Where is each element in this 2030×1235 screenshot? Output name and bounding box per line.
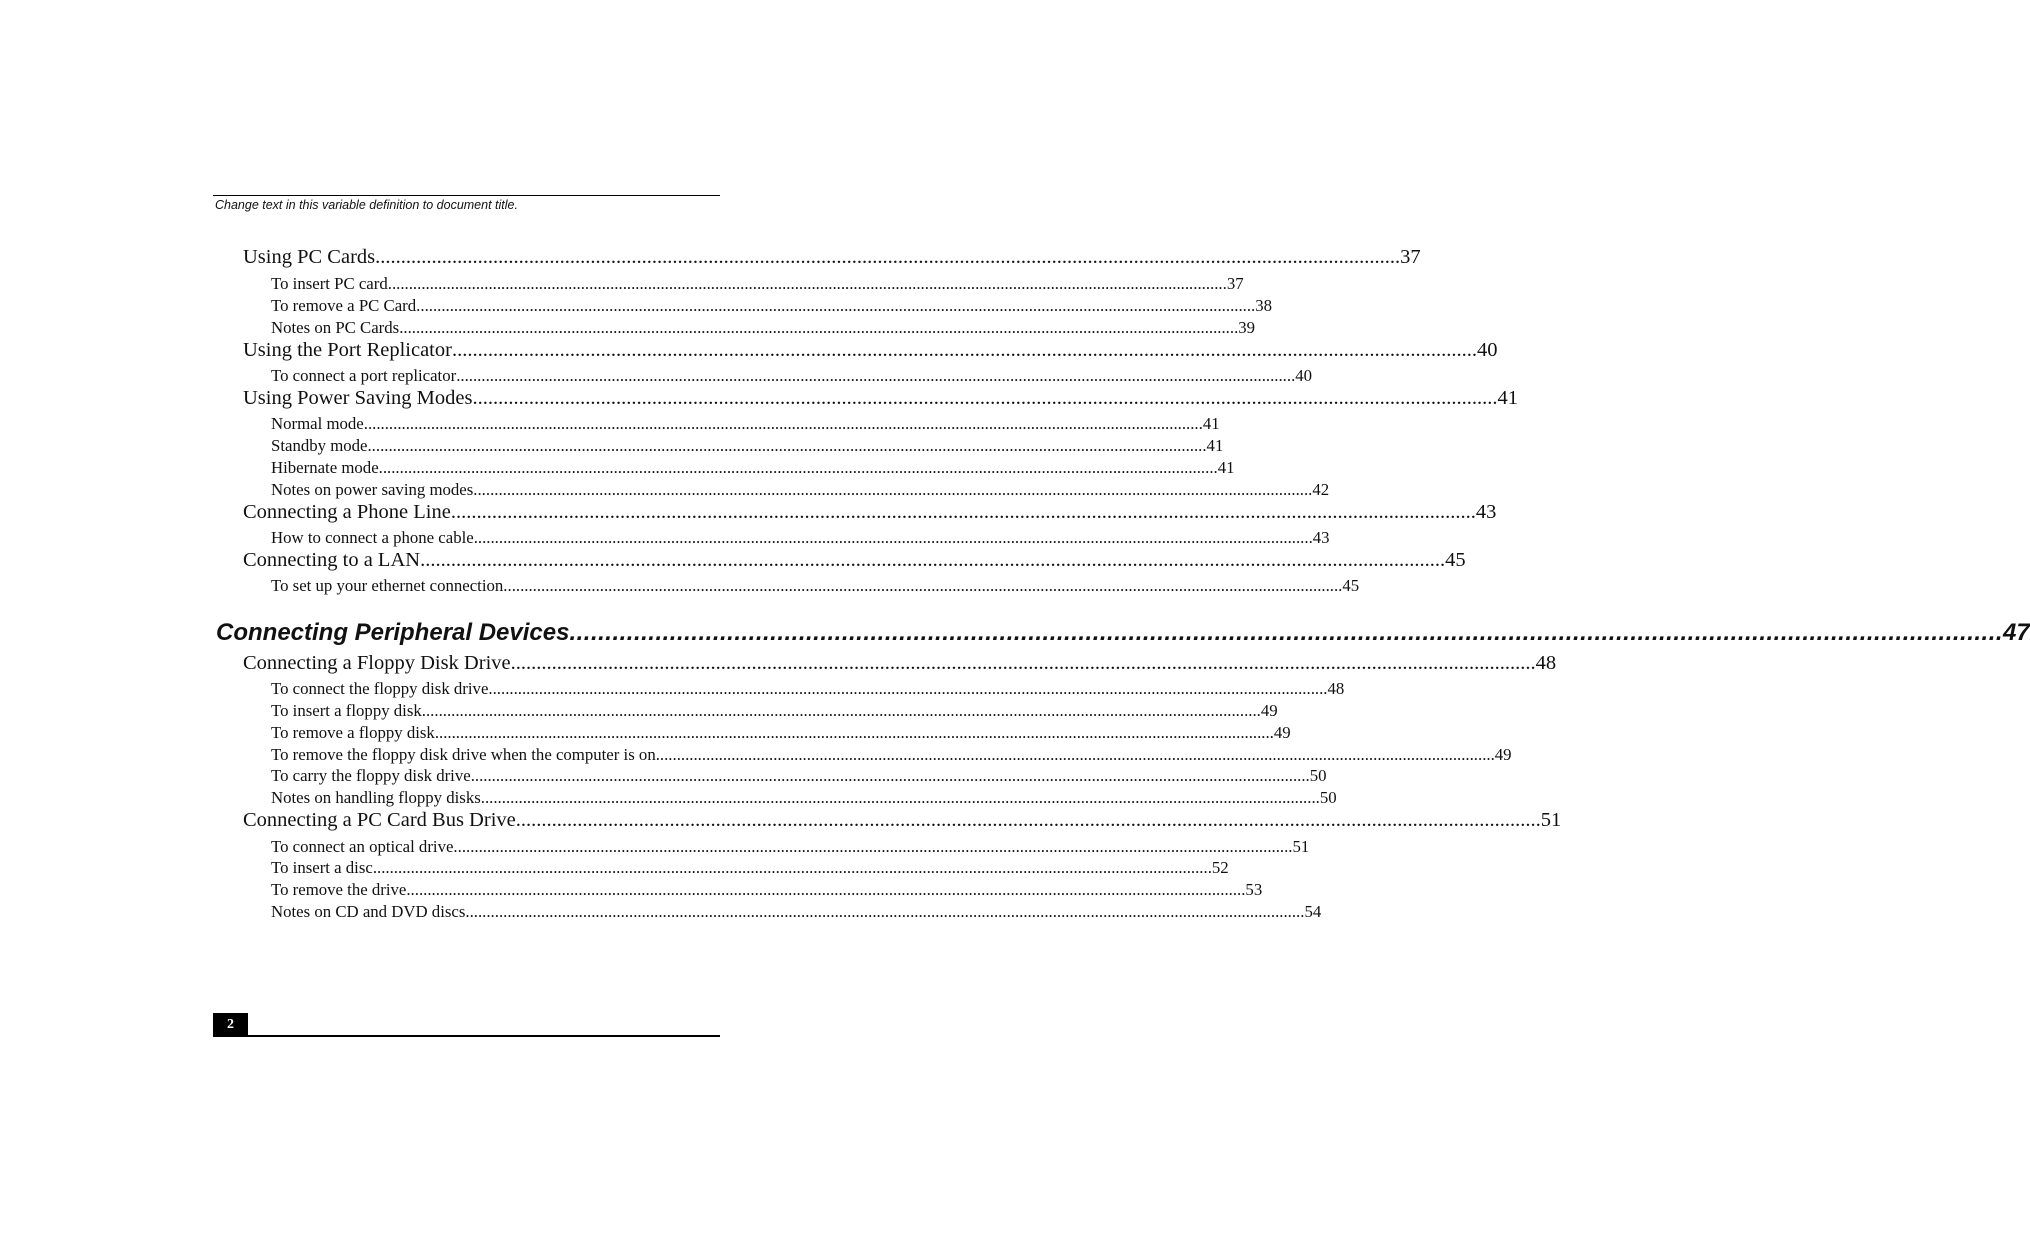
toc-subsection-entry[interactable] (271, 318, 1256, 338)
toc-entry-page: 49 (1260, 701, 1278, 720)
toc-subsection-entry[interactable] (271, 902, 1322, 922)
toc-dot-leader: ........................................................................................................................................................................................................ (456, 366, 1296, 385)
page-number-badge: 2 (213, 1013, 248, 1036)
toc-dot-leader: ........................................................................................................................................................................................................ (372, 858, 1212, 877)
toc-entry-title: Connecting a PC Card Bus Drive (243, 809, 516, 831)
toc-subsection-entry[interactable] (271, 528, 1330, 548)
toc-entry-title: Standby mode (271, 436, 368, 455)
toc-entry-page: 43 (1312, 528, 1330, 547)
toc-dot-leader: ........................................................................................................................................................................................................ (473, 528, 1313, 547)
toc-entry-page: 51 (1540, 809, 1562, 831)
toc-dot-leader: ........................................................................................................................................................................................................ (569, 619, 2004, 646)
running-header: Change text in this variable definition to document title. (215, 198, 518, 212)
toc-dot-leader: ........................................................................................................................................................................................................ (488, 679, 1328, 698)
toc-subsection-entry[interactable] (271, 436, 1224, 456)
toc-entry-page: 37 (1226, 274, 1244, 293)
toc-dot-leader: ........................................................................................................................................................................................................ (451, 339, 1477, 361)
toc-dot-leader: ........................................................................................................................................................................................................ (450, 501, 1476, 523)
toc-entry-page: 54 (1304, 902, 1322, 921)
toc-entry-title: Notes on CD and DVD discs (271, 902, 466, 921)
toc-entry-page: 40 (1295, 366, 1313, 385)
footer-rule (213, 1035, 720, 1037)
toc-entry-title: Connecting a Floppy Disk Drive (243, 652, 511, 674)
toc-subsection-entry[interactable] (271, 414, 1220, 434)
toc-section-entry[interactable] (243, 501, 1497, 524)
toc-entry-page: 49 (1273, 723, 1291, 742)
toc-subsection-entry[interactable] (271, 366, 1313, 386)
toc-entry-title: How to connect a phone cable (271, 528, 474, 547)
toc-dot-leader: ........................................................................................................................................................................................................ (399, 318, 1239, 337)
toc-entry-page: 41 (1497, 387, 1518, 409)
toc-entry-title: Connecting to a LAN (243, 549, 421, 571)
toc-subsection-entry[interactable] (271, 745, 1512, 765)
toc-dot-leader: ........................................................................................................................................................................................................ (465, 902, 1305, 921)
toc-entry-page: 52 (1211, 858, 1229, 877)
toc-section-entry[interactable] (243, 809, 1562, 832)
toc-entry-title: Notes on handling floppy disks (271, 788, 481, 807)
toc-entry-title: To connect an optical drive (271, 837, 454, 856)
toc-subsection-entry[interactable] (271, 880, 1263, 900)
toc-entry-page: 41 (1217, 458, 1235, 477)
toc-dot-leader: ........................................................................................................................................................................................................ (453, 837, 1293, 856)
toc-section-entry[interactable] (243, 246, 1421, 269)
toc-entry-page: 45 (1342, 576, 1360, 595)
toc-dot-leader: ........................................................................................................................................................................................................ (503, 576, 1343, 595)
toc-dot-leader: ........................................................................................................................................................................................................ (416, 296, 1256, 315)
toc-entry-page: 41 (1202, 414, 1220, 433)
toc-dot-leader: ........................................................................................................................................................................................................ (367, 436, 1207, 455)
toc-entry-title: Hibernate mode (271, 458, 379, 477)
toc-entry-title: Using Power Saving Modes (243, 387, 473, 409)
toc-dot-leader: ........................................................................................................................................................................................................ (472, 387, 1498, 409)
toc-subsection-entry[interactable] (271, 837, 1310, 857)
toc-entry-title: Connecting a Phone Line (243, 501, 451, 523)
toc-entry-title: Normal mode (271, 414, 364, 433)
toc-entry-title: Using PC Cards (243, 246, 376, 268)
toc-entry-page: 43 (1475, 501, 1497, 523)
toc-dot-leader: ........................................................................................................................................................................................................ (378, 458, 1218, 477)
toc-entry-title: To set up your ethernet connection (271, 576, 504, 595)
toc-dot-leader: ........................................................................................................................................................................................................ (387, 274, 1227, 293)
toc-dot-leader: ........................................................................................................................................................................................................ (434, 723, 1274, 742)
toc-entry-page: 48 (1327, 679, 1345, 698)
toc-entry-title: To remove a PC Card (271, 296, 417, 315)
toc-entry-title: To connect a port replicator (271, 366, 457, 385)
toc-entry-page: 37 (1400, 246, 1421, 268)
toc-subsection-entry[interactable] (271, 788, 1337, 808)
toc-entry-title: To carry the floppy disk drive (271, 766, 471, 785)
toc-subsection-entry[interactable] (271, 723, 1291, 743)
toc-entry-page: 47 (2003, 619, 2030, 646)
toc-entry-title: To insert PC card (271, 274, 388, 293)
toc-entry-title: To remove a floppy disk (271, 723, 435, 742)
toc-dot-leader: ........................................................................................................................................................................................................ (420, 549, 1446, 571)
toc-entry-title: To remove the drive (271, 880, 407, 899)
toc-entry-page: 50 (1319, 788, 1337, 807)
toc-subsection-entry[interactable] (271, 858, 1229, 878)
toc-section-entry[interactable] (243, 339, 1498, 362)
toc-entry-title: To remove the floppy disk drive when the computer is on (271, 745, 656, 764)
toc-subsection-entry[interactable] (271, 679, 1345, 699)
toc-entry-title: To insert a disc (271, 858, 373, 877)
toc-dot-leader: ........................................................................................................................................................................................................ (515, 809, 1541, 831)
toc-entry-title: Connecting Peripheral Devices (216, 619, 570, 646)
toc-dot-leader: ........................................................................................................................................................................................................ (470, 766, 1310, 785)
toc-section-entry[interactable] (243, 387, 1518, 410)
toc-subsection-entry[interactable] (271, 701, 1278, 721)
toc-entry-page: 53 (1245, 880, 1263, 899)
toc-dot-leader: ........................................................................................................................................................................................................ (473, 480, 1313, 499)
toc-dot-leader: ........................................................................................................................................................................................................ (421, 701, 1261, 720)
toc-chapter-entry[interactable] (216, 619, 2030, 647)
toc-entry-page: 48 (1535, 652, 1557, 674)
toc-entry-page: 38 (1255, 296, 1273, 315)
toc-subsection-entry[interactable] (271, 766, 1327, 786)
toc-entry-page: 51 (1292, 837, 1310, 856)
toc-entry-page: 50 (1309, 766, 1327, 785)
toc-section-entry[interactable] (243, 549, 1466, 572)
toc-entry-page: 45 (1445, 549, 1466, 571)
toc-entry-title: To connect the floppy disk drive (271, 679, 489, 698)
toc-subsection-entry[interactable] (271, 480, 1330, 500)
toc-entry-page: 41 (1206, 436, 1224, 455)
toc-entry-title: Notes on power saving modes (271, 480, 474, 499)
toc-entry-page: 42 (1312, 480, 1330, 499)
toc-dot-leader: ........................................................................................................................................................................................................ (406, 880, 1246, 899)
toc-entry-title: Notes on PC Cards (271, 318, 400, 337)
toc-entry-title: To insert a floppy disk (271, 701, 422, 720)
toc-subsection-entry[interactable] (271, 458, 1235, 478)
toc-subsection-entry[interactable] (271, 576, 1360, 596)
toc-entry-page: 39 (1238, 318, 1256, 337)
toc-dot-leader: ........................................................................................................................................................................................................ (510, 652, 1536, 674)
toc-entry-title: Using the Port Replicator (243, 339, 452, 361)
toc-subsection-entry[interactable] (271, 274, 1244, 294)
toc-entry-page: 49 (1494, 745, 1512, 764)
toc-dot-leader: ........................................................................................................................................................................................................ (363, 414, 1203, 433)
toc-dot-leader: ........................................................................................................................................................................................................ (375, 246, 1401, 268)
toc-subsection-entry[interactable] (271, 296, 1273, 316)
toc-dot-leader: ........................................................................................................................................................................................................ (480, 788, 1320, 807)
header-rule (213, 195, 720, 196)
toc-section-entry[interactable] (243, 652, 1557, 675)
toc-dot-leader: ........................................................................................................................................................................................................ (655, 745, 1495, 764)
toc-entry-page: 40 (1476, 339, 1498, 361)
